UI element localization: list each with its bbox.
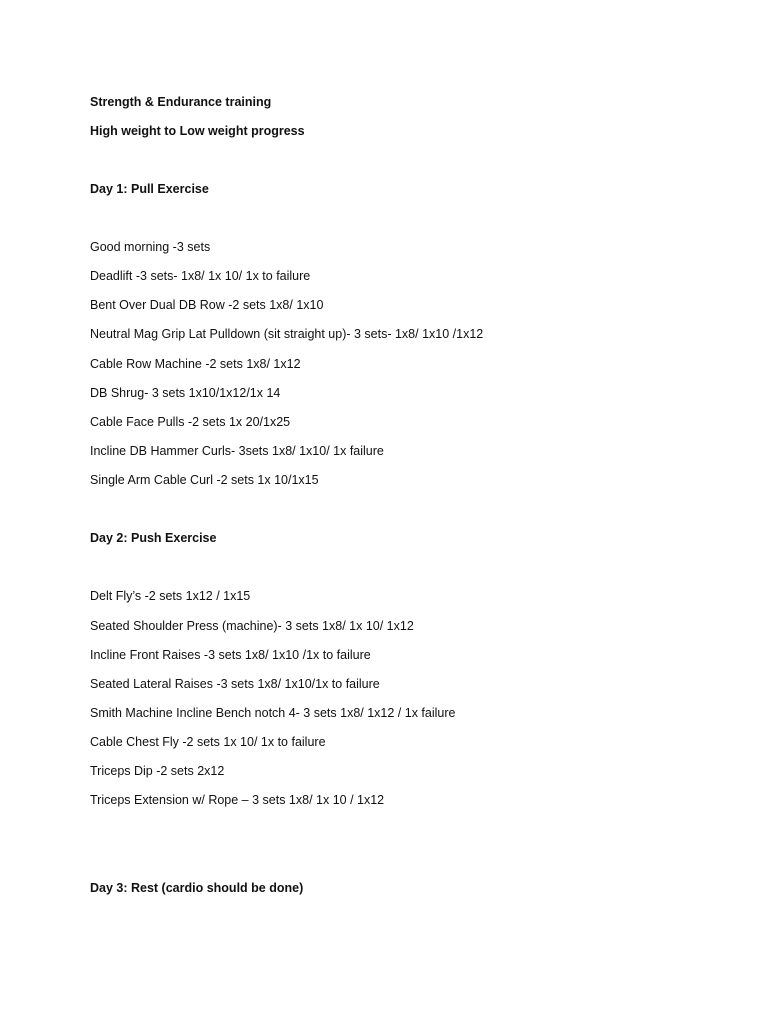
list-item: Delt Fly’s -2 sets 1x12 / 1x15: [90, 589, 251, 603]
list-item: Triceps Dip -2 sets 2x12: [90, 764, 225, 778]
day3-heading: Day 3: Rest (cardio should be done): [90, 881, 304, 895]
list-item: Cable Chest Fly -2 sets 1x 10/ 1x to failure: [90, 735, 326, 749]
list-item: Good morning -3 sets: [90, 240, 211, 254]
document-title: Strength & Endurance training: [90, 95, 272, 109]
list-item: Bent Over Dual DB Row -2 sets 1x8/ 1x10: [90, 298, 324, 312]
day2-heading: Day 2: Push Exercise: [90, 531, 217, 545]
list-item: DB Shrug- 3 sets 1x10/1x12/1x 14: [90, 386, 281, 400]
list-item: Single Arm Cable Curl -2 sets 1x 10/1x15: [90, 473, 319, 487]
list-item: Cable Face Pulls -2 sets 1x 20/1x25: [90, 415, 291, 429]
day1-heading: Day 1: Pull Exercise: [90, 182, 209, 196]
list-item: Smith Machine Incline Bench notch 4- 3 sets 1x8/ 1x12 / 1x failure: [90, 706, 456, 720]
document-subtitle: High weight to Low weight progress: [90, 124, 305, 138]
list-item: Incline Front Raises -3 sets 1x8/ 1x10 /1x to failure: [90, 648, 371, 662]
list-item: Seated Lateral Raises -3 sets 1x8/ 1x10/1x to failure: [90, 677, 380, 691]
list-item: Triceps Extension w/ Rope – 3 sets 1x8/ 1x 10 / 1x12: [90, 793, 385, 807]
list-item: Incline DB Hammer Curls- 3sets 1x8/ 1x10/ 1x failure: [90, 444, 384, 458]
list-item: Seated Shoulder Press (machine)- 3 sets 1x8/ 1x 10/ 1x12: [90, 619, 414, 633]
list-item: Cable Row Machine -2 sets 1x8/ 1x12: [90, 357, 301, 371]
list-item: Deadlift -3 sets- 1x8/ 1x 10/ 1x to failure: [90, 269, 311, 283]
list-item: Neutral Mag Grip Lat Pulldown (sit straight up)- 3 sets- 1x8/ 1x10 /1x12: [90, 327, 484, 341]
